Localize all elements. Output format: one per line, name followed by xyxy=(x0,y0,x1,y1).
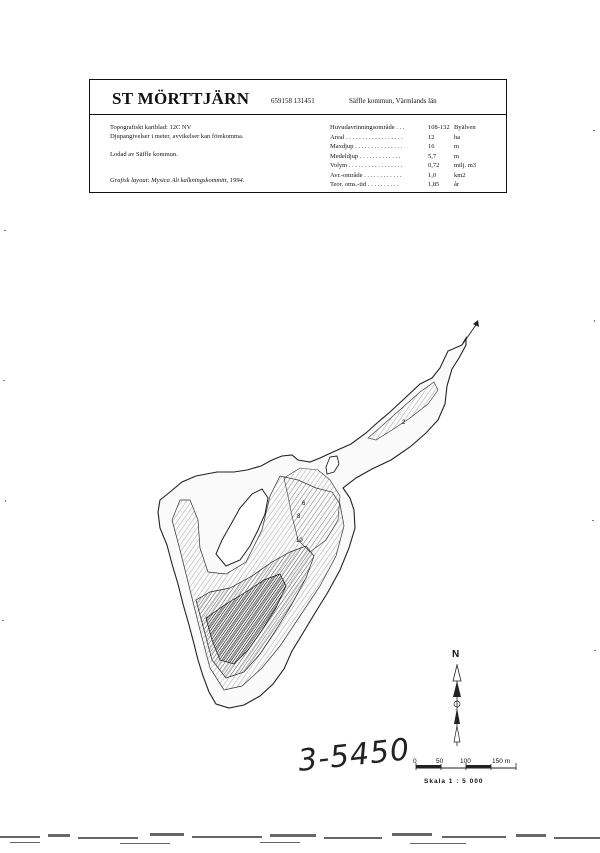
stat-row: Areal . . . . . . . . . . . . . . . . . . 12 ha xyxy=(330,133,461,141)
stat-row: Teor. oms.-tid . . . . . . . . . . 1,85 år xyxy=(330,181,460,188)
map-sheet: Topografiskt kartblad: 12C NV xyxy=(110,124,192,131)
north-label: N xyxy=(452,649,460,660)
depth-label: 10 xyxy=(296,538,303,544)
surveyed-by: Lodad av Säffle kommun. xyxy=(110,151,178,158)
stat-row: Volym . . . . . . . . . . . . . . . . . 0,72 milj. m3 xyxy=(330,162,477,169)
depth-label: 8 xyxy=(297,514,301,520)
scale-tick-label: 50 xyxy=(436,758,444,765)
lake-municipality: Säffle kommun, Värmlands län xyxy=(349,97,437,105)
scale-tick-label: 150 m xyxy=(492,758,511,765)
depth-label: 6 xyxy=(302,501,306,507)
scan-noise-strip xyxy=(0,828,600,853)
depth-label: 2 xyxy=(402,420,406,426)
lake-code: 659158 131451 xyxy=(271,97,315,105)
scale-tick-label: 100 xyxy=(460,758,471,765)
layout-credit: Grafisk layout: Mysica Ali kalkningskommitt, 1994. xyxy=(110,177,245,184)
inflow-arrow-line xyxy=(462,322,478,345)
stat-row: Maxdjup . . . . . . . . . . . . . . . 16 m xyxy=(330,143,460,150)
north-arrow xyxy=(453,664,461,746)
stat-row: Huvudavrinningsområde . . . 108-132 Byälven xyxy=(330,124,476,131)
inflow-arrow-head xyxy=(473,320,479,327)
lake-name: ST MÖRTTJÄRN xyxy=(112,89,250,108)
stat-row: Avr.-område . . . . . . . . . . . . 1,0 km2 xyxy=(330,171,466,179)
handwritten-note: 3-5450 xyxy=(296,732,412,779)
scale-tick-label: 0 xyxy=(413,758,417,765)
scale-label: Skala 1 : 5 000 xyxy=(424,778,484,785)
depth-note: Djupangivelser i meter, avvikelser kan förekomma. xyxy=(110,133,244,140)
stat-row: Medeldjup . . . . . . . . . . . . . 5,7 m xyxy=(330,152,460,160)
